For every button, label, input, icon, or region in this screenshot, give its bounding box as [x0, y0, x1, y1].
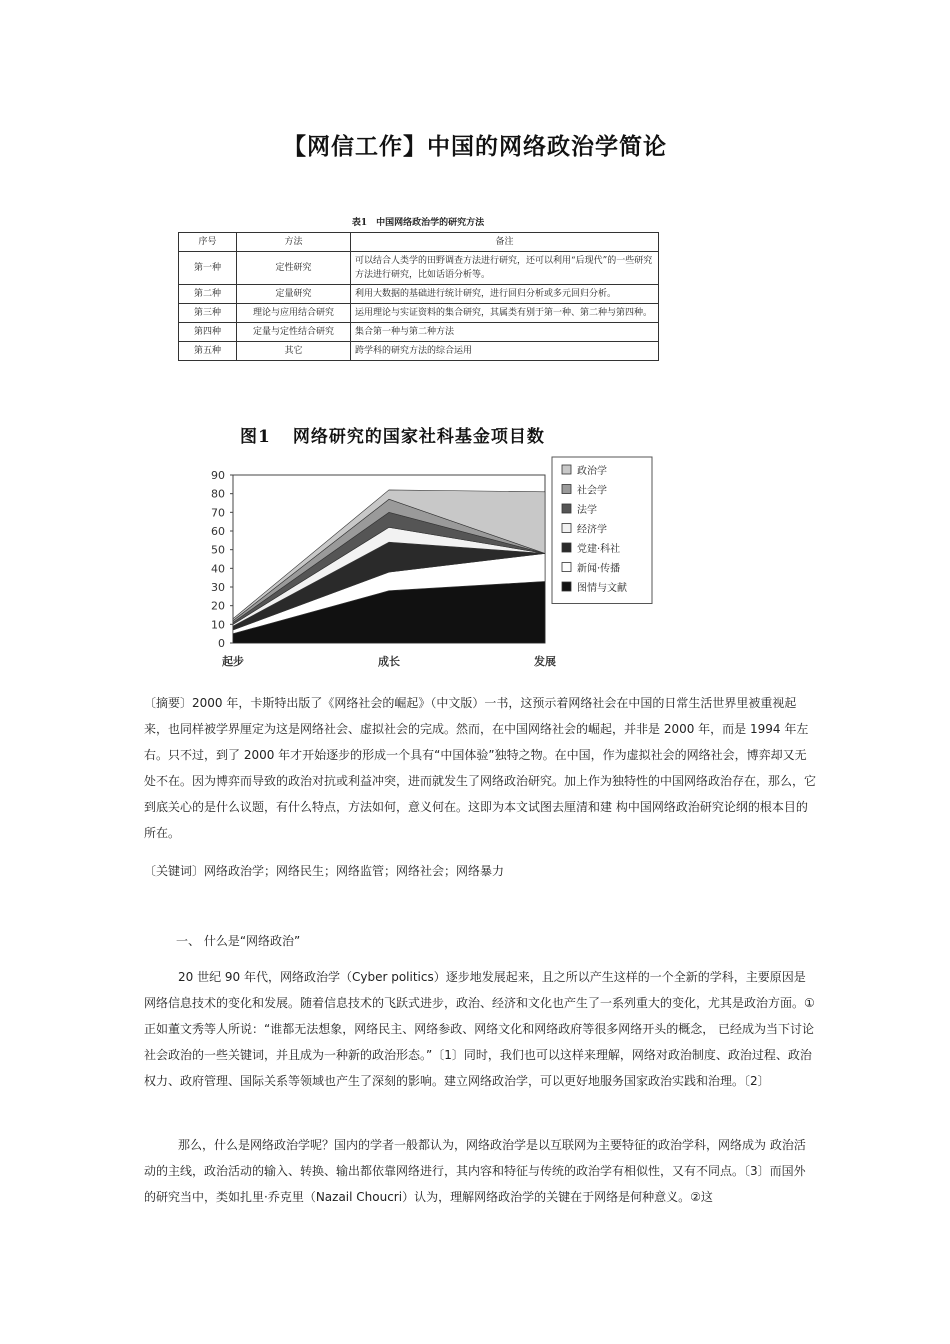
y-tick-label: 0	[218, 637, 225, 650]
legend-label: 政治学	[577, 466, 607, 477]
table-cell: 其它	[237, 342, 351, 361]
table-row	[179, 323, 659, 342]
table-cell: 第三种	[179, 304, 237, 323]
legend-label: 图情与文献	[577, 583, 627, 594]
x-tick-label: 起步	[222, 655, 244, 668]
table-cell: 理论与应用结合研究	[237, 304, 351, 323]
legend-label: 法学	[577, 505, 597, 516]
y-tick-label: 20	[211, 599, 225, 613]
y-tick-label: 40	[211, 562, 225, 576]
body-paragraph: 那么，什么是网络政治学呢？国内的学者一般都认为，网络政治学是以互联网为主要特征的政治学科，网络成为 政治活动的主线，政治活动的输入、转换、输出都依靠网络进行，其内容和特征与传统的政治学有相似性，又有不同点。〔3〕而国外的研究当中，类如扎里·乔克里（Nazail Choucri）认为，理解网络政治学的关键在于网络是何种意义。②这	[144, 1138, 806, 1204]
legend-swatch	[562, 465, 571, 474]
y-tick-label: 80	[211, 487, 225, 501]
legend-swatch	[562, 563, 571, 572]
y-tick-label: 70	[211, 506, 225, 520]
y-tick-label: 90	[211, 469, 225, 482]
legend-label: 社会学	[577, 485, 607, 497]
legend-label: 新闻·传播	[577, 563, 621, 575]
table-header: 方法	[237, 233, 351, 252]
table-header-row	[179, 233, 659, 252]
y-tick-label: 30	[211, 581, 225, 594]
table-cell: 第一种	[179, 252, 237, 285]
legend-swatch	[562, 582, 571, 591]
table-row	[179, 285, 659, 304]
legend-label: 党建·科社	[577, 544, 621, 555]
page-title: 【网信工作】中国的网络政治学简论	[283, 134, 667, 160]
legend-swatch	[562, 524, 571, 533]
table-cell: 定性研究	[237, 252, 351, 285]
y-tick-label: 50	[211, 543, 225, 557]
area-chart	[195, 455, 657, 670]
table-header: 备注	[351, 233, 659, 252]
table-row	[179, 342, 659, 361]
table-cell: 集合第一种与第二种方法	[351, 323, 659, 342]
table-cell: 定量研究	[237, 285, 351, 304]
figure-caption: 网络研究的国家社科基金项目数	[292, 427, 545, 447]
table-caption: 表1 中国网络政治学的研究方法	[351, 218, 485, 228]
keywords-paragraph: 〔关键词〕网络政治学；网络民生；网络监管；网络社会；网络暴力	[144, 864, 505, 878]
table-row	[179, 252, 659, 285]
figure-number: 图1	[240, 427, 271, 447]
abstract-paragraph: 〔摘要〕2000 年，卡斯特出版了《网络社会的崛起》（中文版）一书，这预示着网络社会在中国的日常生活世界里被重视起来，也同样被学界厘定为这是网络社会、虚拟社会的完成。然而，在中国网络社会的崛起，并非是 2000 年，而是 1994 年左右。只不过，到了 2000 年才开始逐步的形成一个具有“中国体验”独特之物。在中国，作为虚拟社会的网络社会，博弈却又无处不在。因为博弈而导致的政治对抗或利益冲突，进而就发生了网络政治研究。加上作为独特性的中国网络政治存在，那么，它到底关心的是什么议题，有什么特点，方法如何，意义何在。这即为本文试图去厘清和建 构中国网络政治研究论纲的根本目的所在。	[144, 696, 817, 840]
legend-swatch	[562, 485, 571, 494]
table-header: 序号	[179, 233, 237, 252]
legend-swatch	[562, 543, 571, 552]
x-tick-label: 发展	[534, 655, 556, 668]
table-cell: 第二种	[179, 285, 237, 304]
table-cell: 运用理论与实证资料的集合研究，其属类有别于第一种、第二种与第四种。	[351, 304, 659, 323]
table-row	[179, 304, 659, 323]
body-paragraph: 20 世纪 90 年代，网络政治学（Cyber politics）逐步地发展起来，且之所以产生这样的一个全新的学科，主要原因是网络信息技术的变化和发展。随着信息技术的飞跃式进步，政治、经济和文化也产生了一系列重大的变化，尤其是政治方面。①正如董文秀等人所说：“谁都无法想象，网络民主、网络参政、网络文化和网络政府等很多网络开头的概念， 已经成为当下讨论社会政治的一些关键词，并且成为一种新的政治形态。”〔1〕同时，我们也可以这样来理解，网络对政治制度、政治过程、政治权力、政府管理、国际关系等领域也产生了深刻的影响。建立网络政治学，可以更好地服务国家政治实践和治理。〔2〕	[144, 970, 815, 1088]
methods-table	[178, 232, 659, 361]
y-tick-label: 60	[211, 525, 225, 538]
table-cell: 第四种	[179, 323, 237, 342]
y-tick-label: 10	[211, 618, 225, 632]
table-cell: 可以结合人类学的田野调查方法进行研究，还可以利用“后现代”的一些研究方法进行研究，比如话语分析等。	[351, 252, 659, 285]
section-heading: 一、 什么是“网络政治”	[176, 934, 301, 948]
figure-title	[240, 422, 640, 447]
table-cell: 第五种	[179, 342, 237, 361]
table-cell: 跨学科的研究方法的综合运用	[351, 342, 659, 361]
legend-swatch	[562, 504, 571, 513]
legend-label: 经济学	[577, 524, 607, 536]
x-tick-label: 成长	[378, 655, 400, 668]
table-cell: 定量与定性结合研究	[237, 323, 351, 342]
table-cell: 利用大数据的基础进行统计研究，进行回归分析或多元回归分析。	[351, 285, 659, 304]
